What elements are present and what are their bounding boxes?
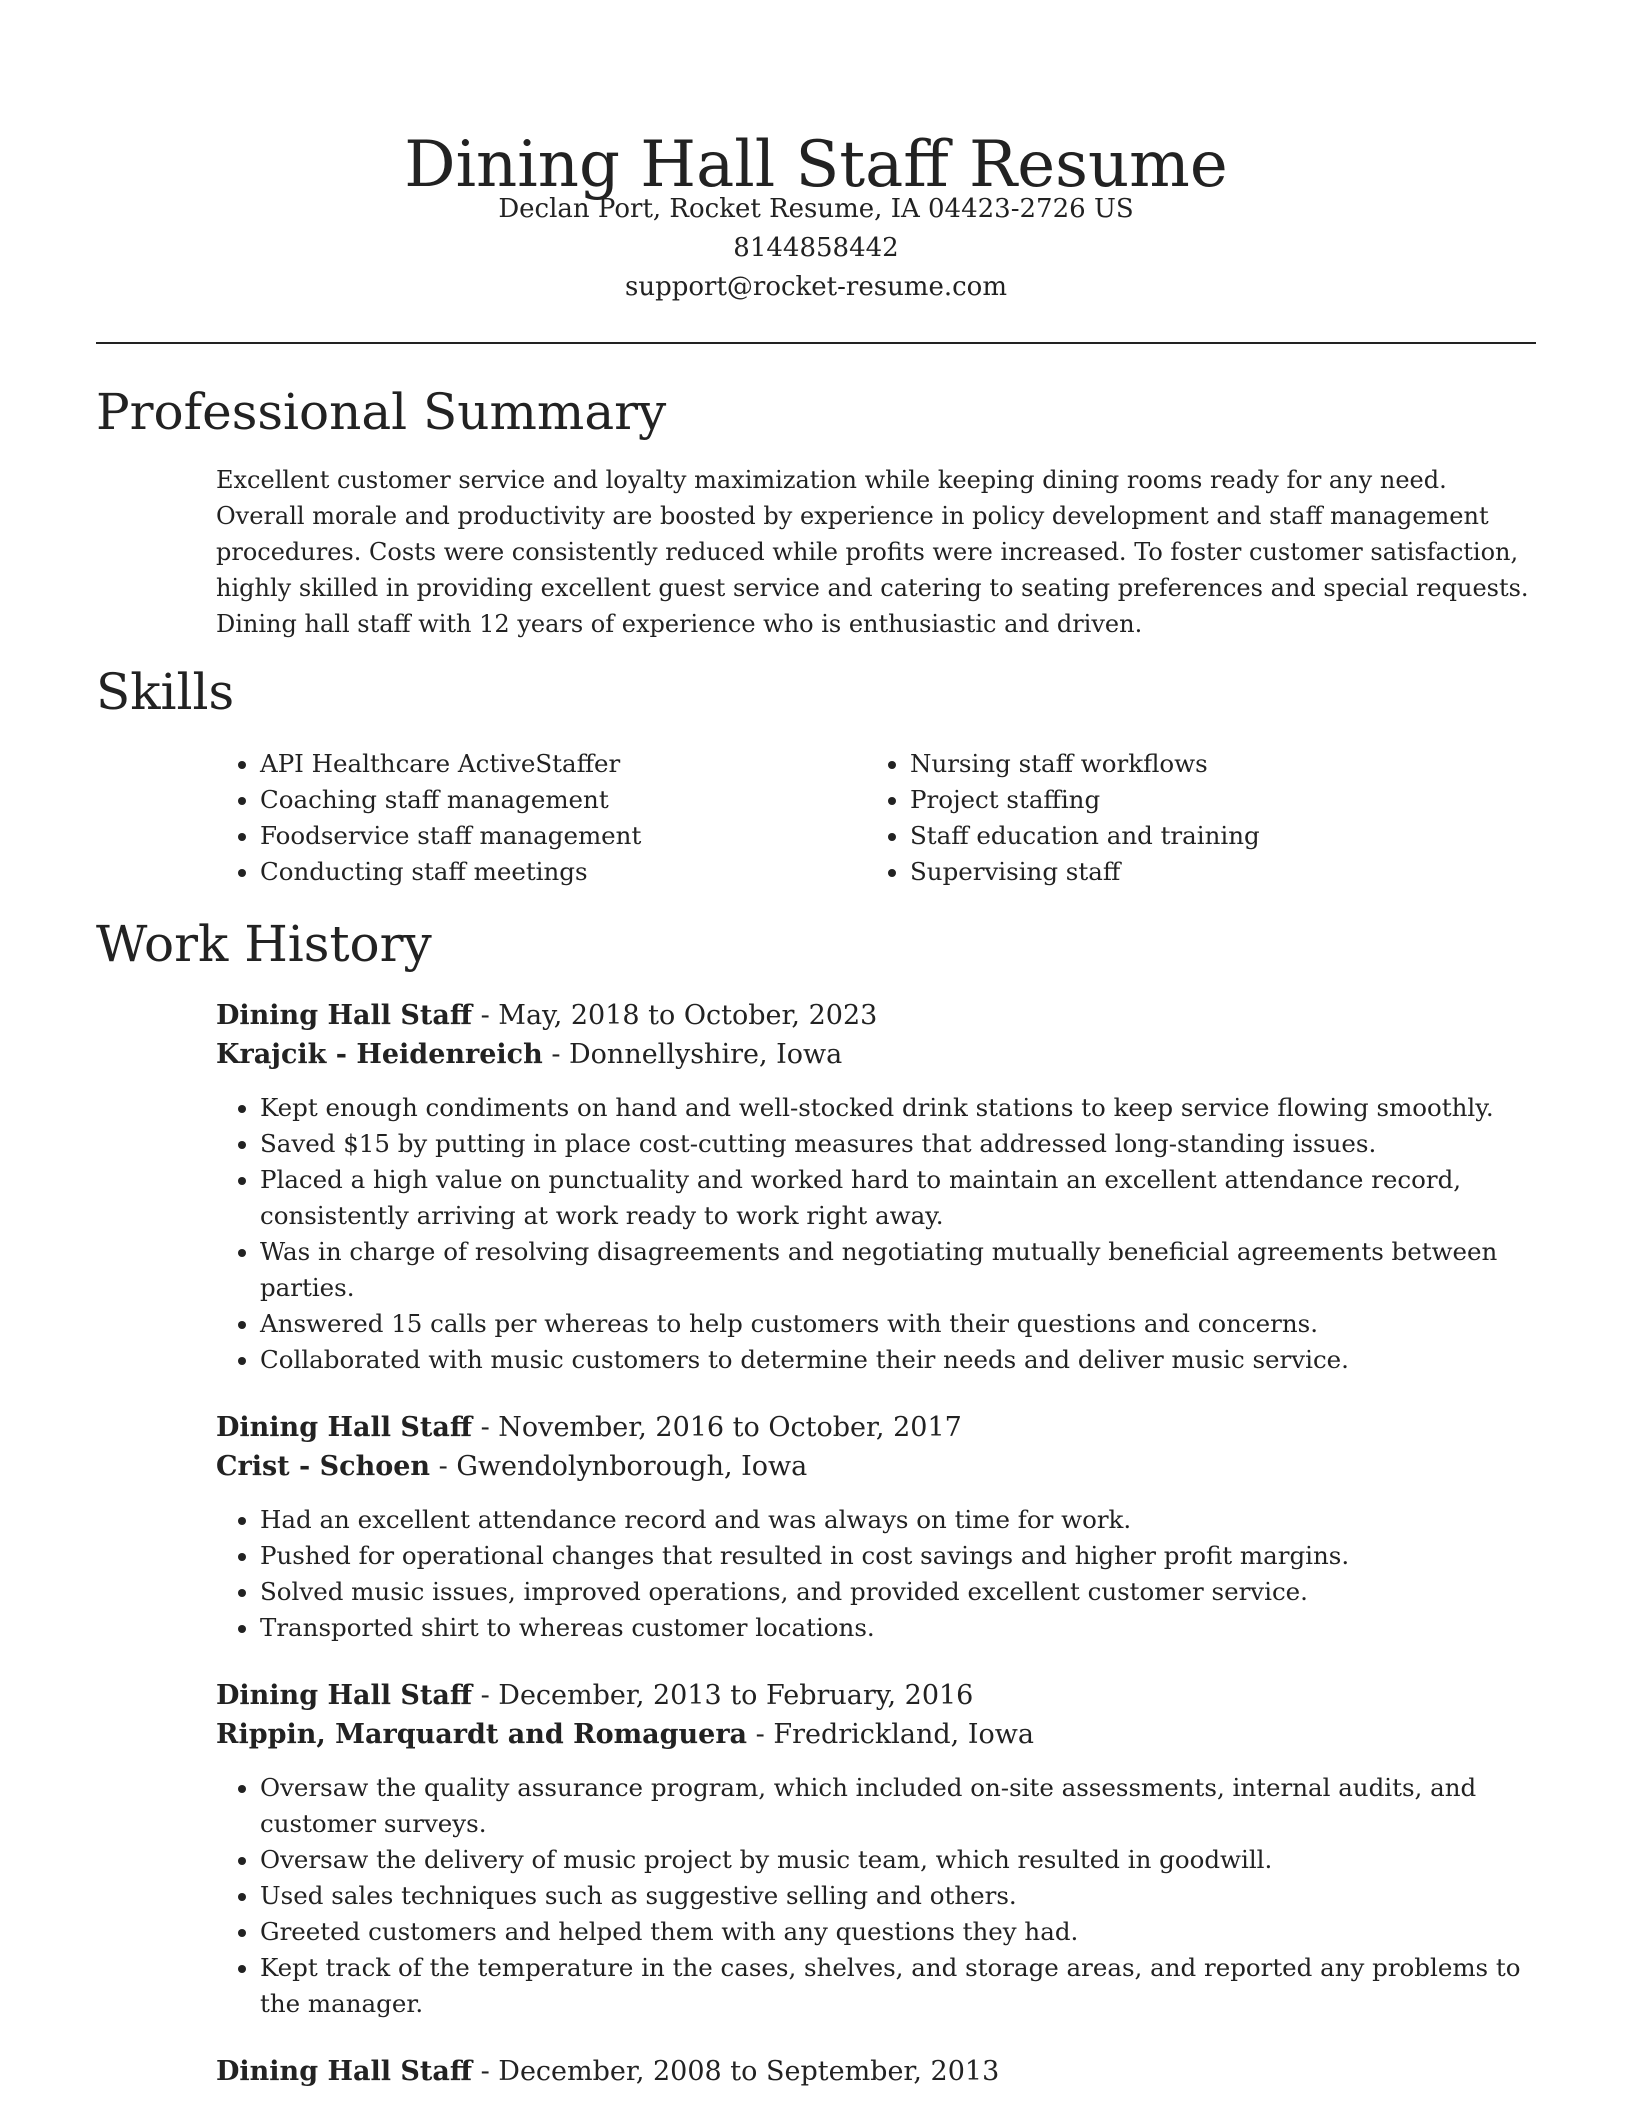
job-dates: - May, 2018 to October, 2023 <box>472 1000 878 1031</box>
job-bullets <box>216 1770 1546 2022</box>
job-title-line <box>216 2052 1546 2091</box>
contact-address: Declan Port, Rocket Resume, IA 04423-2726 US <box>498 194 1134 224</box>
skills-heading: Skills <box>96 663 235 721</box>
job-bullet: • Was in charge of resolving disagreements and negotiating mutually beneficial agreements between parties. <box>260 1234 1546 1306</box>
job-bullet: • Greeted customers and helped them with any questions they had. <box>260 1914 1546 1950</box>
resume-title: Dining Hall Staff Resume <box>404 127 1228 202</box>
job-bullet: • Pushed for operational changes that resulted in cost savings and higher profit margins. <box>260 1538 1546 1574</box>
job-bullet: • Used sales techniques such as suggestive selling and others. <box>260 1878 1546 1914</box>
work-history-list <box>216 996 1546 2121</box>
job-bullet: • Placed a high value on punctuality and worked hard to maintain an excellent attendance record, consistently arriving at work ready to work right away. <box>260 1162 1546 1234</box>
job-bullet: • Collaborated with music customers to determine their needs and deliver music service. <box>260 1342 1546 1378</box>
job-location: - Donnellyshire, Iowa <box>542 1039 843 1070</box>
job-role: Dining Hall Staff <box>216 2056 473 2087</box>
skill-item: • Foodservice staff management <box>260 818 820 854</box>
job-bullet: • Answered 15 calls per whereas to help customers with their questions and concerns. <box>260 1306 1546 1342</box>
job-bullet: • Saved $15 by putting in place cost-cutting measures that addressed long-standing issues. <box>260 1126 1546 1162</box>
job-title-line <box>216 996 1546 1035</box>
job-role: Dining Hall Staff <box>216 1412 473 1443</box>
job-bullet: • Had an excellent attendance record and was always on time for work. <box>260 1502 1546 1538</box>
job-bullet: • Kept track of the temperature in the cases, shelves, and storage areas, and reported any problems to the manager. <box>260 1950 1546 2022</box>
job-role: Dining Hall Staff <box>216 1680 473 1711</box>
job-bullets <box>216 1502 1546 1646</box>
job-company: Rippin, Marquardt and Romaguera <box>216 1719 748 1750</box>
skill-item: • Supervising staff <box>910 854 1570 890</box>
skill-item: • Project staffing <box>910 782 1570 818</box>
job-company: Crist - Schoen <box>216 1451 431 1482</box>
skills-list-right <box>866 746 1570 890</box>
job-location: - Fredrickland, Iowa <box>747 1719 1034 1750</box>
job-entry <box>216 2052 1546 2091</box>
job-company-line <box>216 1715 1546 1754</box>
job-role: Dining Hall Staff <box>216 1000 473 1031</box>
job-bullets <box>216 1090 1546 1378</box>
contact-block <box>0 190 1632 307</box>
summary-heading: Professional Summary <box>96 383 667 441</box>
job-bullet: • Kept enough condiments on hand and well-stocked drink stations to keep service flowing smoothly. <box>260 1090 1546 1126</box>
job-entry <box>216 996 1546 1378</box>
job-bullet: • Transported shirt to whereas customer locations. <box>260 1610 1546 1646</box>
job-entry <box>216 1676 1546 2022</box>
job-entry <box>216 1408 1546 1646</box>
summary-text: Excellent customer service and loyalty maximization while keeping dining rooms ready for any need. Overall morale and productivity are boosted by experience in policy development and staff management procedures. Costs were consistently reduced while profits were increased. To foster customer satisfaction, highly skilled in providing excellent guest service and catering to seating preferences and special requests. Dining hall staff with 12 years of experience who is enthusiastic and driven. <box>216 466 1529 638</box>
skill-item: • Staff education and training <box>910 818 1570 854</box>
skill-item: • Coaching staff management <box>260 782 820 818</box>
job-title-line <box>216 1676 1546 1715</box>
job-company-line <box>216 1447 1546 1486</box>
job-title-line <box>216 1408 1546 1447</box>
job-bullet: • Solved music issues, improved operations, and provided excellent customer service. <box>260 1574 1546 1610</box>
skill-item: • API Healthcare ActiveStaffer <box>260 746 820 782</box>
job-bullet: • Oversaw the delivery of music project by music team, which resulted in goodwill. <box>260 1842 1546 1878</box>
job-company-line <box>216 1035 1546 1074</box>
job-location: - Gwendolynborough, Iowa <box>430 1451 808 1482</box>
skill-item: • Conducting staff meetings <box>260 854 820 890</box>
contact-phone: 8144858442 <box>733 233 899 263</box>
job-company: Krajcik - Heidenreich <box>216 1039 543 1070</box>
job-dates: - December, 2013 to February, 2016 <box>472 1680 974 1711</box>
job-dates: - November, 2016 to October, 2017 <box>472 1412 962 1443</box>
work-history-heading: Work History <box>96 915 432 973</box>
skills-list-left <box>216 746 820 890</box>
contact-email: support@rocket-resume.com <box>624 272 1007 302</box>
job-dates: - December, 2008 to September, 2013 <box>472 2056 1000 2087</box>
skill-item: • Nursing staff workflows <box>910 746 1570 782</box>
header-divider <box>96 342 1536 344</box>
job-bullet: • Oversaw the quality assurance program, which included on-site assessments, internal audits, and customer surveys. <box>260 1770 1546 1842</box>
